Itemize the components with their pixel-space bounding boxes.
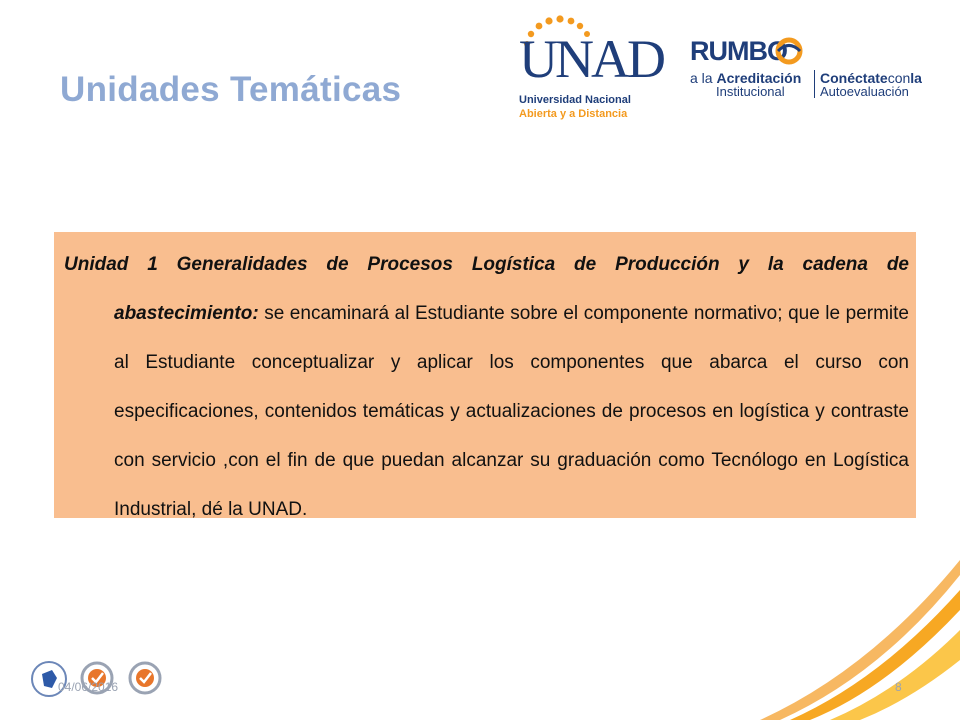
rumbo-right-line2: Autoevaluación bbox=[820, 84, 909, 99]
unit-title: Unidad 1 Generalidades de Procesos Logística de Producción y la cadena de abastecimiento: bbox=[64, 254, 909, 324]
rumbo-line1: a la Acreditación bbox=[690, 70, 802, 86]
sgs-seal-icon-2 bbox=[126, 660, 164, 698]
rumbo-line2: Institucional bbox=[716, 84, 785, 99]
unad-line2: Abierta y a Distancia bbox=[519, 108, 628, 120]
footer-date: 04/06/2016 bbox=[58, 680, 119, 694]
unit-body: se encaminará al Estudiante sobre el componente normativo; que le permite al Estudiante conceptualizar y aplicar los componentes que abarca el curso con especificaciones, contenidos temáticas y actualizaciones de procesos en logística y contraste con servicio ,con el fin de que puedan alcanzar su graduación como Tecnólogo en Logística Industrial, dé la UNAD. bbox=[114, 303, 909, 520]
unad-wordmark: UNAD bbox=[519, 29, 663, 89]
unad-line1: Universidad Nacional bbox=[519, 94, 631, 106]
rumbo-right-line1: Conéctateconla bbox=[820, 70, 922, 86]
footer-page-number: 8 bbox=[895, 680, 902, 694]
slide-title: Unidades Temáticas bbox=[60, 70, 402, 109]
rumbo-wordmark: RUMBO bbox=[690, 36, 787, 66]
